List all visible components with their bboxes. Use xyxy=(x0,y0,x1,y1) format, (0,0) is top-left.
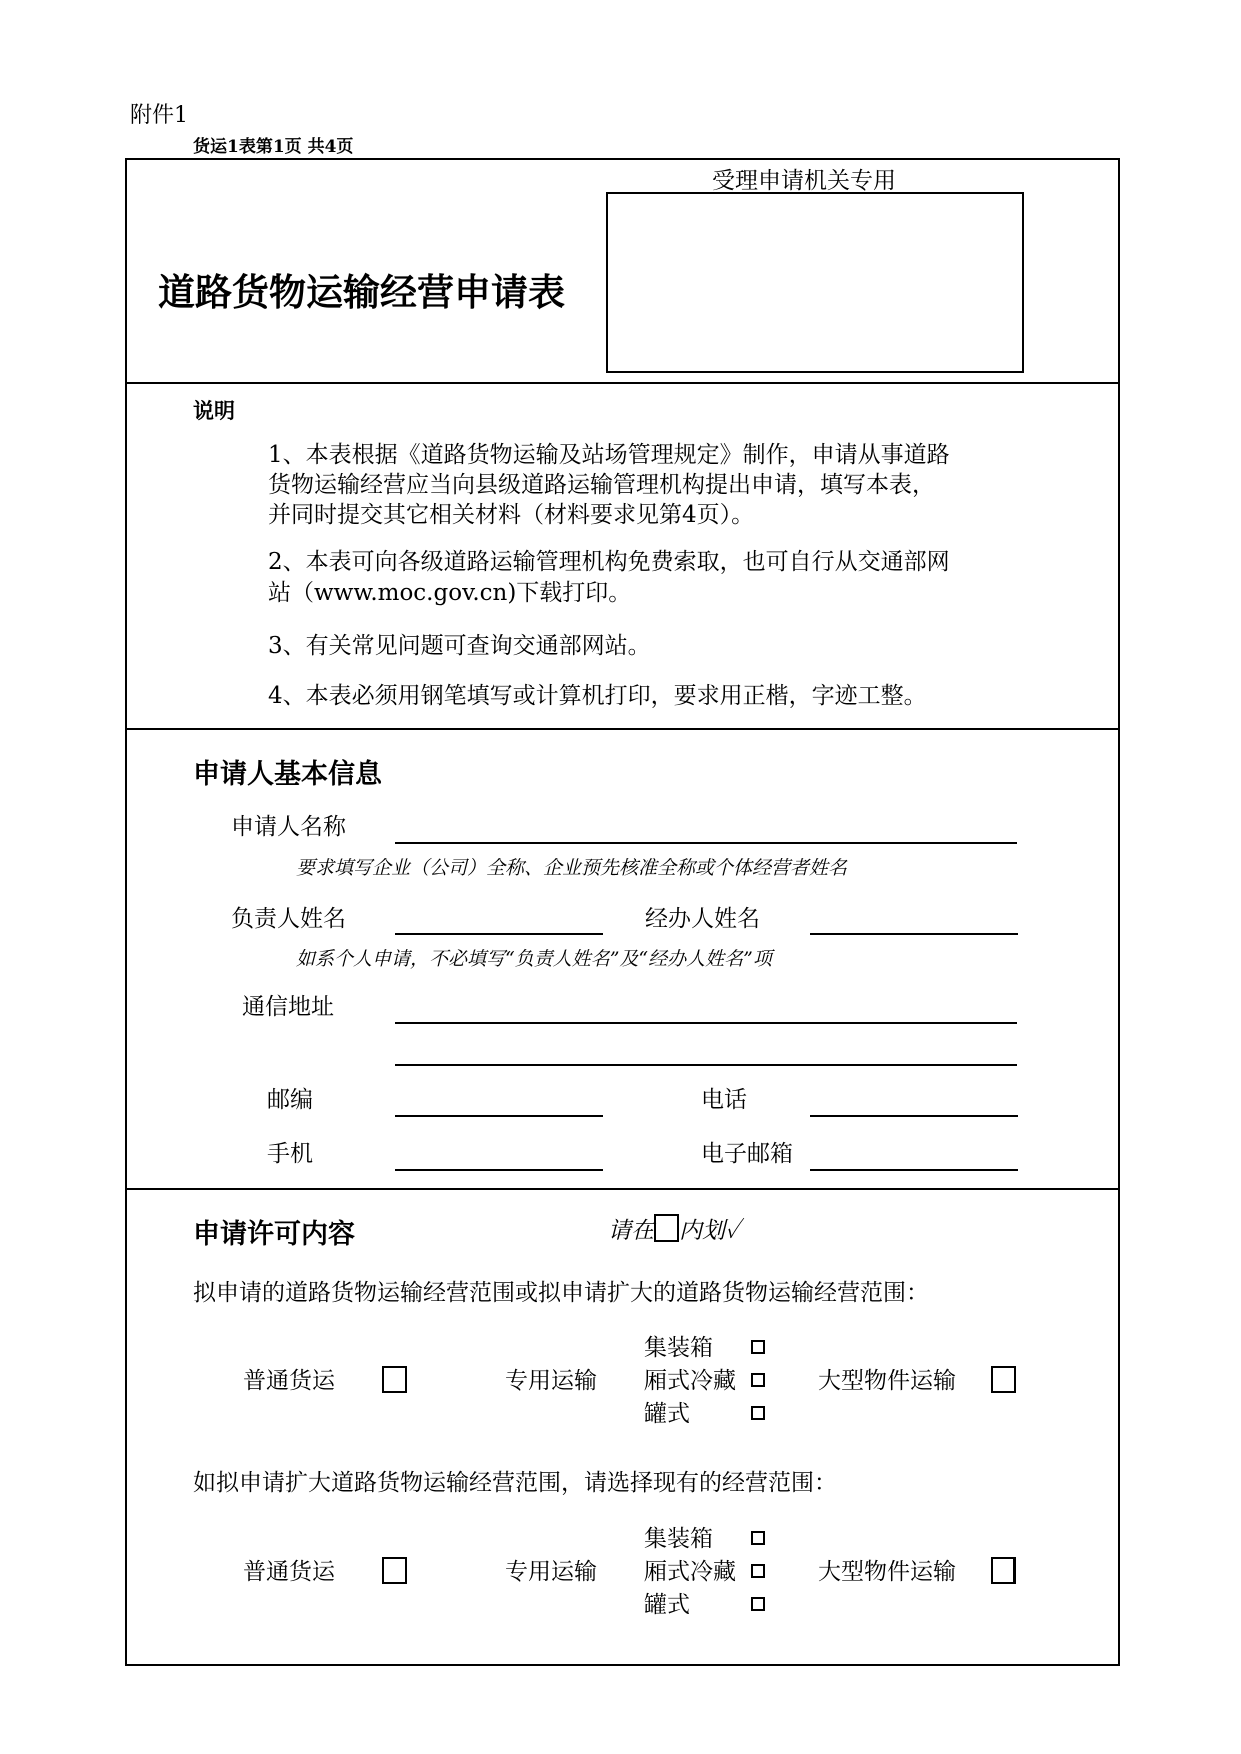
note-4: 4、本表必须用钢笔填写或计算机打印，要求用正楷，字迹工整。 xyxy=(268,683,927,709)
existing-tank-label: 罐式 xyxy=(644,1592,690,1618)
page-info: 货运1表第1页 共4页 xyxy=(193,137,354,157)
address-label: 通信地址 xyxy=(242,994,334,1020)
mobile-label: 手机 xyxy=(267,1141,313,1167)
sample-checkbox xyxy=(654,1214,679,1242)
existing-tank-checkbox[interactable] xyxy=(751,1597,765,1611)
scope-general-checkbox[interactable] xyxy=(382,1366,407,1393)
handler-name-field[interactable] xyxy=(810,933,1018,935)
applicant-heading: 申请人基本信息 xyxy=(193,759,382,790)
check-instruction xyxy=(608,1212,740,1245)
scope-oversized-checkbox[interactable] xyxy=(991,1366,1016,1393)
divider-applicant xyxy=(125,1188,1120,1190)
person-hint: 如系个人申请，不必填写“负责人姓名”及“经办人姓名”项 xyxy=(296,948,772,970)
scope-special-label: 专用运输 xyxy=(505,1368,597,1394)
check-mark-icon: ✓ xyxy=(725,1218,740,1244)
divider-title xyxy=(125,382,1120,384)
scope-refrigerated-checkbox[interactable] xyxy=(751,1373,765,1387)
scope-container-label: 集装箱 xyxy=(644,1335,713,1361)
existing-general-checkbox[interactable] xyxy=(382,1557,407,1584)
check-hint-after: 内划 xyxy=(679,1218,725,1244)
existing-container-checkbox[interactable] xyxy=(751,1531,765,1545)
note-3: 3、有关常见问题可查询交通部网站。 xyxy=(268,633,651,659)
email-label: 电子邮箱 xyxy=(701,1141,793,1167)
scope-container-checkbox[interactable] xyxy=(751,1340,765,1354)
note-1-line-3: 并同时提交其它相关材料（材料要求见第4页）。 xyxy=(268,502,755,528)
applicant-name-hint: 要求填写企业（公司）全称、企业预先核准全称或个体经营者姓名 xyxy=(296,857,848,879)
postcode-field[interactable] xyxy=(395,1115,603,1117)
check-hint-before: 请在 xyxy=(608,1218,654,1244)
attachment-label: 附件1 xyxy=(130,103,188,128)
phone-label: 电话 xyxy=(701,1087,747,1113)
existing-oversized-label: 大型物件运输 xyxy=(818,1559,956,1585)
principal-name-field[interactable] xyxy=(395,933,603,935)
existing-refrigerated-checkbox[interactable] xyxy=(751,1564,765,1578)
existing-general-label: 普通货运 xyxy=(243,1559,335,1585)
handler-name-label: 经办人姓名 xyxy=(645,906,760,932)
existing-refrigerated-label: 厢式冷藏 xyxy=(644,1559,736,1585)
scope-tank-checkbox[interactable] xyxy=(751,1406,765,1420)
scope-tank-label: 罐式 xyxy=(644,1401,690,1427)
phone-field[interactable] xyxy=(810,1115,1018,1117)
office-use-box xyxy=(606,192,1024,373)
scope-question: 拟申请的道路货物运输经营范围或拟申请扩大的道路货物运输经营范围： xyxy=(193,1280,929,1306)
applicant-name-field[interactable] xyxy=(395,842,1017,844)
applicant-name-label: 申请人名称 xyxy=(231,814,346,840)
page-title: 道路货物运输经营申请表 xyxy=(158,271,565,314)
permit-heading: 申请许可内容 xyxy=(193,1219,355,1250)
office-use-label: 受理申请机关专用 xyxy=(712,168,896,194)
scope-general-label: 普通货运 xyxy=(243,1368,335,1394)
mobile-field[interactable] xyxy=(395,1169,603,1171)
scope-oversized-label: 大型物件运输 xyxy=(818,1368,956,1394)
email-field[interactable] xyxy=(810,1169,1018,1171)
address-field-line-1[interactable] xyxy=(395,1022,1017,1024)
divider-notes xyxy=(125,728,1120,730)
scope-refrigerated-label: 厢式冷藏 xyxy=(644,1368,736,1394)
address-field-line-2[interactable] xyxy=(395,1064,1017,1066)
notes-heading: 说明 xyxy=(193,399,235,423)
principal-name-label: 负责人姓名 xyxy=(231,906,346,932)
existing-container-label: 集装箱 xyxy=(644,1526,713,1552)
existing-oversized-checkbox[interactable] xyxy=(991,1557,1016,1584)
existing-special-label: 专用运输 xyxy=(505,1559,597,1585)
note-1-line-2: 货物运输经营应当向县级道路运输管理机构提出申请，填写本表， xyxy=(268,472,935,498)
note-1-line-1: 1、本表根据《道路货物运输及站场管理规定》制作，申请从事道路 xyxy=(268,442,950,468)
note-2-line-1: 2、本表可向各级道路运输管理机构免费索取，也可自行从交通部网 xyxy=(268,549,950,575)
note-2-line-2: 站（www.moc.gov.cn)下载打印。 xyxy=(268,580,632,606)
postcode-label: 邮编 xyxy=(267,1087,313,1113)
existing-question: 如拟申请扩大道路货物运输经营范围，请选择现有的经营范围： xyxy=(193,1470,837,1496)
